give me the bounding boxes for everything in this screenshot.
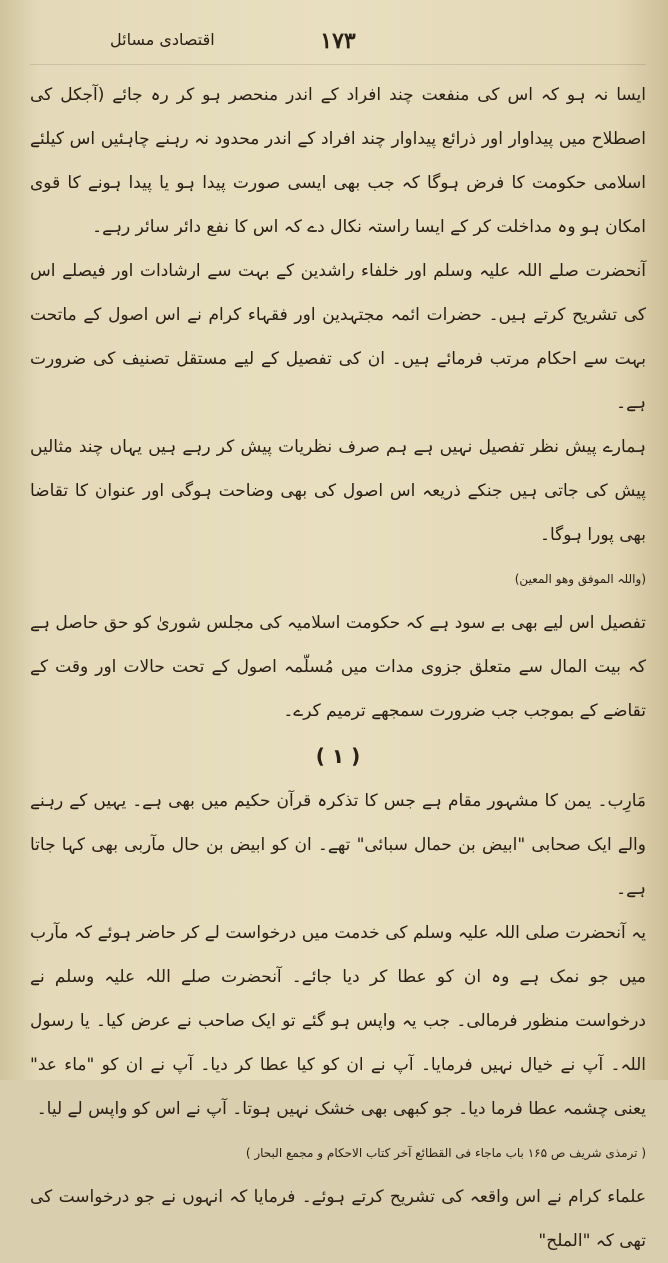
citation: ( ترمذی شریف ص ۱۶۵ باب ماجاء فی القطائع آخر کتاب الاحکام و مجمع البحار ) xyxy=(245,1146,646,1160)
page-header xyxy=(30,20,646,65)
section-number: ( ۱ ) xyxy=(315,744,361,768)
paragraph: ایسا نہ ہو کہ اس کی منفعت چند افراد کے اندر منحصر ہو کر رہ جائے (آجکل کی اصطلاح میں پیداوار اور ذرائع پیداوار چند افراد کے اندر محدود نہ رہنے چاہئیں اس کیلئے اسلامی حکومت کا فرض ہوگا کہ جب بھی ایسی صورت پیدا ہو یا پیدا ہونے کا قوی امکان ہو وہ مداخلت کر کے ایسا راستہ نکال دے کہ اس کا نفع دائر سائر رہے۔ xyxy=(30,85,646,237)
paragraph: آنحضرت صلے اللہ علیہ وسلم اور خلفاء راشدین کے بہت سے ارشادات اور فیصلے اس کی تشریح کرتے ہیں۔ حضرات ائمہ مجتہدین اور فقہاء کرام نے اس اصول کے ماتحت بہت سے احکام مرتب فرمائے ہیں۔ ان کی تفصیل کے لیے مستقل تصنیف کی ضرورت ہے۔ xyxy=(30,261,646,413)
paragraph: تفصیل اس لیے بھی بے سود ہے کہ حکومت اسلامیہ کی مجلس شوریٰ کو حق حاصل ہے کہ بیت المال سے متعلق جزوی مدات میں مُسلّمہ اصول کے تحت حالات اور وقت کے تقاضے کے بموجب جب ضرورت سمجھے ترمیم کرے۔ xyxy=(30,613,646,721)
paragraph: یہ آنحضرت صلی اللہ علیہ وسلم کی خدمت میں درخواست لے کر حاضر ہوئے کہ مآرب میں جو نمک ہے وہ ان کو عطا کر دیا جائے۔ آنحضرت صلے اللہ علیہ وسلم نے درخواست منظور فرمالی۔ جب یہ واپس ہو گئے تو ایک صاحب نے عرض کیا۔ یا رسول اللہ۔ آپ نے خیال نہیں فرمایا۔ آپ نے ان کو کیا عطا کر دیا۔ آپ نے ان کو "ماء عد" یعنی چشمہ عطا فرما دیا۔ جو کبھی بھی خشک نہیں ہوتا۔ آپ نے اس کو واپس لے لیا۔ xyxy=(30,923,646,1119)
paragraph: ہمارے پیش نظر تفصیل نہیں ہے ہم صرف نظریات پیش کر رہے ہیں یہاں چند مثالیں پیش کی جاتی ہیں جنکے ذریعہ اس اصول کی بھی وضاحت ہوگی اور عنوان کا تقاضا بھی پورا ہوگا۔ xyxy=(30,437,646,545)
page-body xyxy=(30,73,646,1263)
running-title: اقتصادی مسائل xyxy=(110,30,215,49)
paragraph: علماء کرام نے اس واقعہ کی تشریح کرتے ہوئے۔ فرمایا کہ انہوں نے جو درخواست کی تھی کہ "الملح" xyxy=(30,1187,646,1251)
page-number: ۱۷۳ xyxy=(320,28,356,54)
paragraph: مَارِب۔ یمن کا مشہور مقام ہے جس کا تذکرہ قرآن حکیم میں بھی ہے۔ یہیں کے رہنے والے ایک صحابی "ابیض بن حمال سبائی" تھے۔ ان کو ابیض بن حال مآربی بھی کہا جاتا ہے۔ xyxy=(30,791,646,899)
inline-note: (واللہ الموفق وھو المعین) xyxy=(514,572,646,586)
